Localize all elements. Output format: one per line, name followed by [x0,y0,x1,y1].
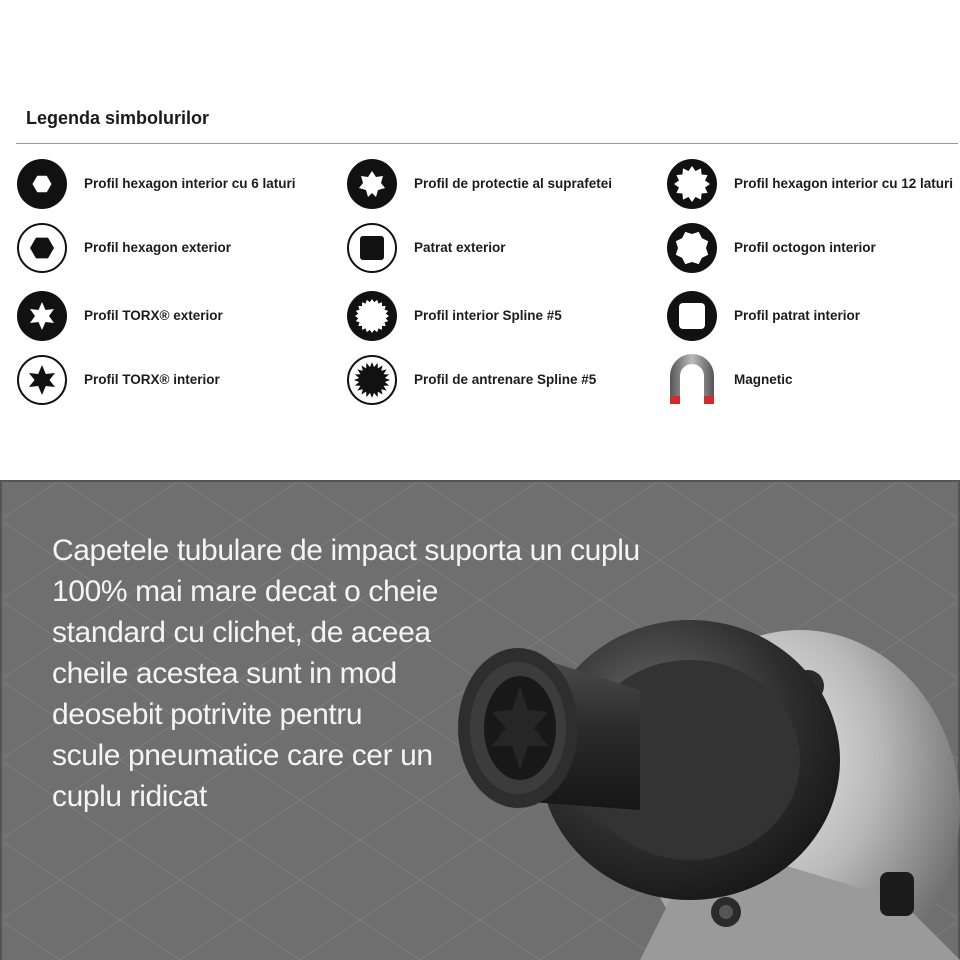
hex-interior-icon [16,158,68,210]
legend-divider [16,143,958,144]
spline-interior-icon [346,290,398,342]
square-exterior-icon [346,222,398,274]
spline-drive-icon [346,354,398,406]
surface-protection-icon [346,158,398,210]
octagon-interior-icon [666,222,718,274]
square-interior-icon [666,290,718,342]
legend-item-hex-interior: Profil hexagon interior cu 6 laturi [16,158,316,214]
legend-item-square-exterior: Patrat exterior [346,222,646,278]
twelve-point-interior-icon [666,158,718,210]
legend-item-torx-interior: Profil TORX® interior [16,354,316,410]
banner-description: Capetele tubulare de impact suporta un cuplu 100% mai mare decat o cheie standard cu clichet, de aceea cheile acestea sunt in mod deosebit potrivite pentru scule pneumatice care cer un cuplu ridicat [52,534,640,813]
legend-item-spline-interior: Profil interior Spline #5 [346,290,646,346]
magnet-icon [666,352,718,404]
legend-item-square-interior: Profil patrat interior [666,290,960,346]
torx-exterior-icon [16,290,68,342]
hex-exterior-icon [16,222,68,274]
impact-socket-banner [0,480,960,960]
legend-item-hex-exterior: Profil hexagon exterior [16,222,316,278]
legend-item-magnetic: Magnetic [666,352,960,408]
legend-item-twelve-point: Profil hexagon interior cu 12 laturi [666,158,960,214]
torx-interior-icon [16,354,68,406]
legend-item-octagon-interior: Profil octogon interior [666,222,960,278]
legend-item-spline-drive: Profil de antrenare Spline #5 [346,354,646,410]
legend-item-surface-protection: Profil de protectie al suprafetei [346,158,646,214]
legend-item-torx-exterior: Profil TORX® exterior [16,290,316,346]
legend-title: Legenda simbolurilor [26,108,210,128]
